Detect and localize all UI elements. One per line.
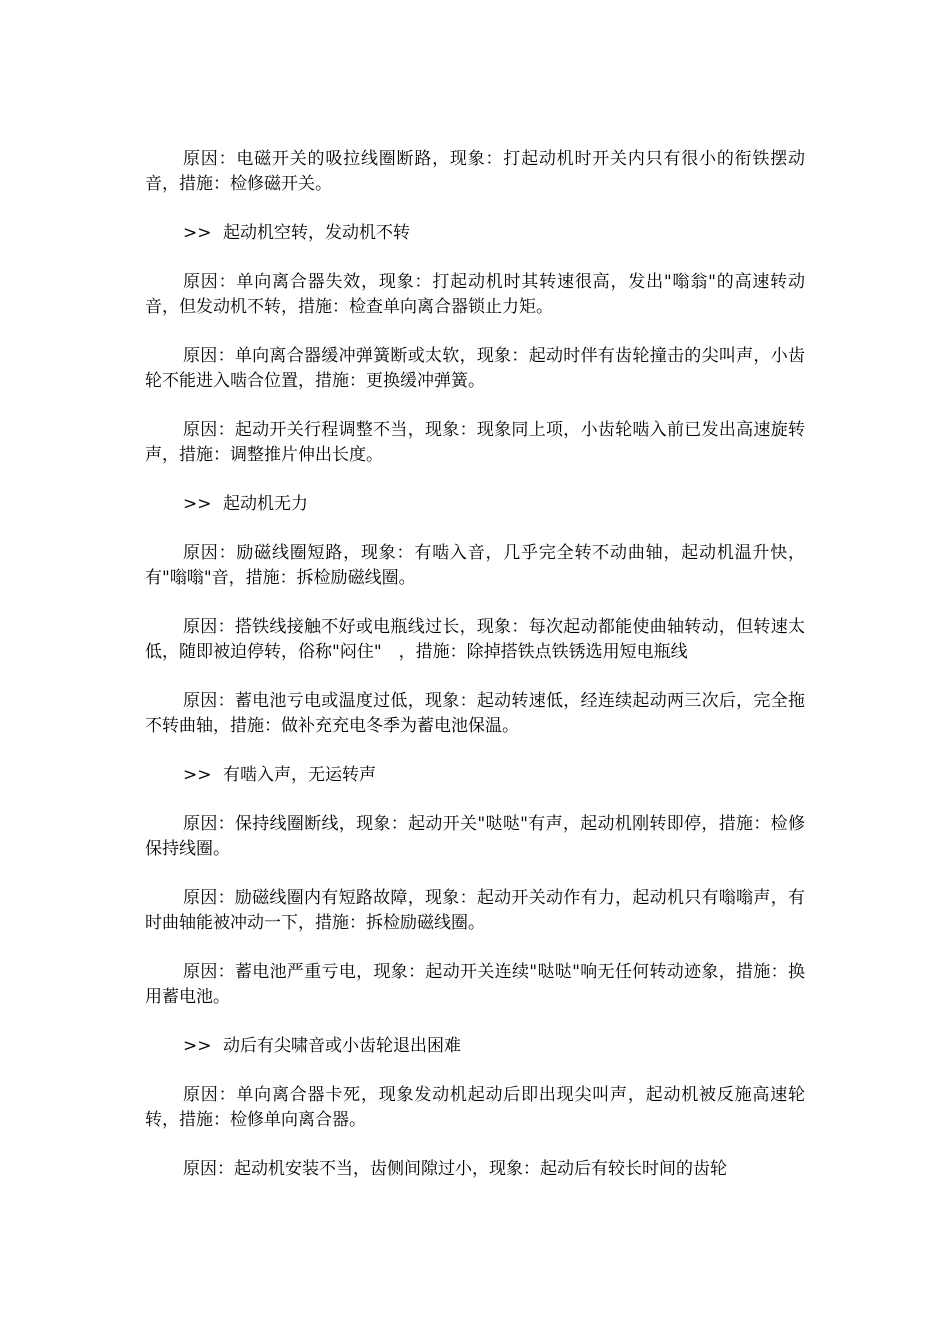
paragraph-clutch-stuck: 原因：单向离合器卡死，现象发动机起动后即出现尖叫声，起动机被反施高速轮转，措施：检修单向离合器。 [145, 1085, 805, 1130]
paragraph-installation: 原因：起动机安装不当，齿侧间隙过小，现象：起动后有较长时间的齿轮 [183, 1159, 727, 1179]
heading-text: 有啮入声，无运转声 [223, 765, 376, 785]
heading-marker: >> [183, 1036, 212, 1056]
paragraph-battery-severe: 原因：蓄电池严重亏电，现象：起动开关连续"哒哒"响无任何转动迹象，措施：换用蓄电池。 [145, 962, 805, 1007]
heading-marker: >> [183, 765, 212, 785]
section-heading-weak-starter [145, 492, 805, 517]
paragraph-ground-wire: 原因：搭铁线接触不好或电瓶线过长，现象：每次起动都能使曲轴转动，但转速太低，随即被迫停转，俗称"闷住" ，措施：除掉搭铁点铁锈选用短电瓶线 [145, 617, 805, 662]
section-heading-screech [145, 1034, 805, 1059]
document-page [145, 147, 805, 1206]
paragraph-hold-coil: 原因：保持线圈断线，现象：起动开关"哒哒"有声，起动机刚转即停，措施：检修保持线圈。 [145, 814, 805, 859]
heading-text: 动后有尖啸音或小齿轮退出困难 [223, 1036, 461, 1056]
section-heading-no-rotation [145, 763, 805, 788]
paragraph-battery-low: 原因：蓄电池亏电或温度过低，现象：起动转速低，经连续起动两三次后，完全拖不转曲轴，措施：做补充充电冬季为蓄电池保温。 [145, 691, 805, 736]
heading-marker: >> [183, 223, 212, 243]
paragraph-buffer-spring: 原因：单向离合器缓冲弹簧断或太软，现象：起动时伴有齿轮撞击的尖叫声，小齿轮不能进入啮合位置，措施：更换缓冲弹簧。 [145, 346, 805, 391]
heading-marker: >> [183, 494, 212, 514]
paragraph-clutch-failure: 原因：单向离合器失效，现象：打起动机时其转速很高，发出"嗡翁"的高速转动音，但发动机不转，措施：检查单向离合器锁止力矩。 [145, 272, 805, 317]
paragraph-switch-stroke: 原因：起动开关行程调整不当，现象：现象同上项，小齿轮啮入前已发出高速旋转声，措施：调整推片伸出长度。 [145, 420, 805, 465]
paragraph-field-coil-short: 原因：励磁线圈短路，现象：有啮入音，几乎完全转不动曲轴，起动机温升快，有"嗡嗡"音，措施：拆检励磁线圈。 [145, 543, 805, 588]
heading-text: 起动机空转，发动机不转 [223, 223, 410, 243]
section-heading-idle-spin [145, 221, 805, 246]
heading-text: 起动机无力 [223, 494, 308, 514]
paragraph-field-coil-fault: 原因：励磁线圈内有短路故障，现象：起动开关动作有力，起动机只有嗡嗡声，有时曲轴能被冲动一下，措施：拆检励磁线圈。 [145, 888, 805, 933]
paragraph-solenoid-pull-coil: 原因：电磁开关的吸拉线圈断路，现象：打起动机时开关内只有很小的衔铁摆动音，措施：检修磁开关。 [145, 149, 805, 194]
